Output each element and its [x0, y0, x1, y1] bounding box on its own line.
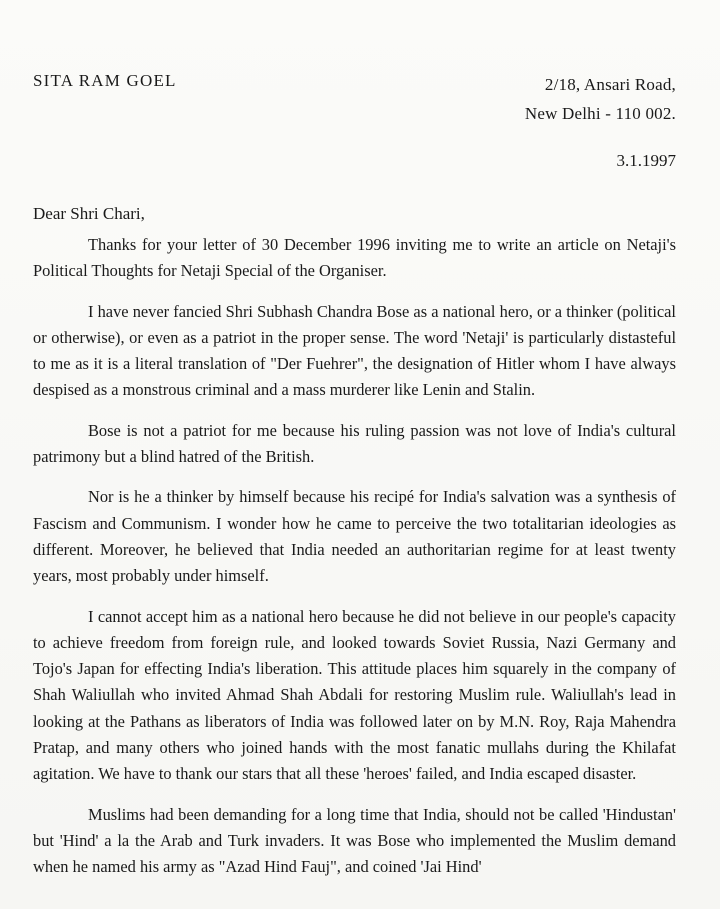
paragraph: Nor is he a thinker by himself because his recipé for India's salvation was a synthesis of Fascism and Communism. I wonder how he came to perceive the two totalitarian ideologies as different. Moreover, he believed that India needed an authoritarian regime for at least twenty years, most probably under himself.	[33, 487, 676, 586]
paragraph: Muslims had been demanding for a long time that India, should not be called 'Hindustan' but 'Hind' a la the Arab and Turk invaders. It was Bose who implemented the Muslim demand when he named his army as "Azad Hind Fauj", and coined 'Jai Hind'	[33, 804, 676, 877]
salutation: Dear Shri Chari,	[33, 204, 145, 223]
address-line-1: 2/18, Ansari Road,	[544, 75, 676, 94]
letter-body	[33, 232, 676, 881]
paragraph: Bose is not a patriot for me because his ruling passion was not love of India's cultural patrimony but a blind hatred of the British.	[33, 420, 676, 467]
sender-name: SITA RAM GOEL	[33, 71, 177, 90]
paragraph: Thanks for your letter of 30 December 1996 inviting me to write an article on Netaji's Political Thoughts for Netaji Special of the Organiser.	[33, 235, 676, 281]
address-line-2: New Delhi - 110 002.	[524, 104, 676, 123]
paragraph: I have never fancied Shri Subhash Chandra Bose as a national hero, or a thinker (political or otherwise), or even as a patriot in the proper sense. The word 'Netaji' is particularly distasteful to me as it is a literal translation of "Der Fuehrer", the designation of Hitler whom I have always despised as a monstrous criminal and a mass murderer like Lenin and Stalin.	[33, 301, 676, 400]
sender-address	[525, 70, 676, 128]
paragraph: I cannot accept him as a national hero because he did not believe in our people's capacity to achieve freedom from foreign rule, and looked towards Soviet Russia, Nazi Germany and Tojo's Japan for effecting India's liberation. This attitude places him squarely in the company of Shah Waliullah who invited Ahmad Shah Abdali for restoring Muslim rule. Waliullah's lead in looking at the Pathans as liberators of India was followed later on by M.N. Roy, Raja Mahendra Pratap, and many others who joined hands with the most fanatic mullahs during the Khilafat agitation. We have to thank our stars that all these 'heroes' failed, and India escaped disaster.	[33, 606, 676, 784]
letter-date: 3.1.1997	[616, 151, 676, 170]
